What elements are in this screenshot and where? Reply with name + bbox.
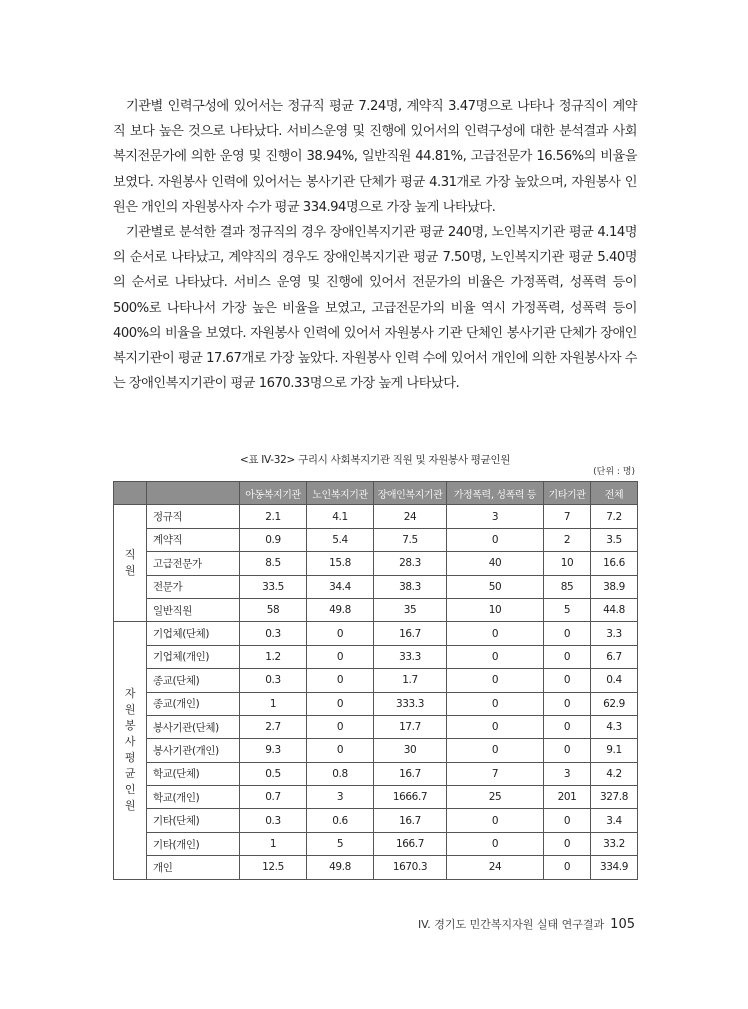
table-row xyxy=(114,715,638,738)
footer-chapter: IV. 경기도 민간복지자원 실태 연구결과 xyxy=(417,918,605,931)
table-cell: 0 xyxy=(544,832,591,855)
column-header: 가정폭력, 성폭력 등 xyxy=(447,482,544,505)
table-cell: 16.7 xyxy=(374,762,447,785)
table-cell: 0 xyxy=(544,645,591,668)
table-cell: 17.7 xyxy=(374,715,447,738)
table-row xyxy=(114,739,638,762)
table-cell: 24 xyxy=(447,856,544,879)
table-cell: 3.3 xyxy=(591,622,638,645)
table-row xyxy=(114,832,638,855)
row-label: 학교(개인) xyxy=(147,786,240,809)
group-label-char: 직 xyxy=(124,548,136,562)
table-row xyxy=(114,762,638,785)
table-row xyxy=(114,575,638,598)
table-cell: 49.8 xyxy=(307,598,374,621)
row-label: 종교(단체) xyxy=(147,669,240,692)
table-cell: 0 xyxy=(447,528,544,551)
table-cell: 15.8 xyxy=(307,552,374,575)
table-row xyxy=(114,856,638,879)
table-cell: 0 xyxy=(544,715,591,738)
row-label: 개인 xyxy=(147,856,240,879)
table-cell: 2.7 xyxy=(240,715,307,738)
group-label xyxy=(114,505,147,622)
table-cell: 0 xyxy=(544,739,591,762)
table-cell: 1.7 xyxy=(374,669,447,692)
body-text xyxy=(113,94,637,396)
table-cell: 333.3 xyxy=(374,692,447,715)
group-label-char: 자 xyxy=(124,687,136,701)
table-cell: 5 xyxy=(307,832,374,855)
row-label: 학교(단체) xyxy=(147,762,240,785)
table-cell: 24 xyxy=(374,505,447,528)
table-cell: 3 xyxy=(544,762,591,785)
table-cell: 0 xyxy=(307,669,374,692)
table-cell: 8.5 xyxy=(240,552,307,575)
table-cell: 0.5 xyxy=(240,762,307,785)
table-cell: 0 xyxy=(307,622,374,645)
table-cell: 85 xyxy=(544,575,591,598)
group-label-char: 원 xyxy=(124,799,136,813)
table-cell: 0.9 xyxy=(240,528,307,551)
paragraph: 기관별 인력구성에 있어서는 정규직 평균 7.24명, 계약직 3.47명으로 나타나 정규직이 계약직 보다 높은 것으로 나타났다. 서비스운영 및 진행에 있어서의 인력구성에 대한 분석결과 사회복지전문가에 의한 운영 및 진행이 38.94%, 일반직원 44.81%, 고급전문가 16.56%의 비율을 보였다. 자원봉사 인력에 있어서는 봉사기관 단체가 평균 4.31개로 가장 높았으며, 자원봉사 인원은 개인의 자원봉사자 수가 평균 334.94명으로 가장 높게 나타났다. xyxy=(113,99,637,215)
table-cell: 12.5 xyxy=(240,856,307,879)
table-cell: 0 xyxy=(447,809,544,832)
table-cell: 1670.3 xyxy=(374,856,447,879)
table-row xyxy=(114,669,638,692)
table-cell: 0 xyxy=(544,856,591,879)
data-table xyxy=(113,481,638,880)
group-label-char: 평 xyxy=(124,751,136,765)
table-cell: 3 xyxy=(447,505,544,528)
table-cell: 40 xyxy=(447,552,544,575)
table-row xyxy=(114,552,638,575)
group-label-char: 균 xyxy=(124,767,136,781)
table-cell: 44.8 xyxy=(591,598,638,621)
table-cell: 4.2 xyxy=(591,762,638,785)
table-cell: 7 xyxy=(544,505,591,528)
table-cell: 0 xyxy=(544,669,591,692)
table-cell: 9.3 xyxy=(240,739,307,762)
table-cell: 0.6 xyxy=(307,809,374,832)
row-label: 기업체(개인) xyxy=(147,645,240,668)
table-body xyxy=(114,505,638,879)
table-cell: 334.9 xyxy=(591,856,638,879)
table-cell: 0 xyxy=(307,692,374,715)
row-label: 기타(단체) xyxy=(147,809,240,832)
column-header: 장애인복지기관 xyxy=(374,482,447,505)
table-unit: (단위 : 명) xyxy=(593,467,635,477)
table-cell: 0 xyxy=(447,622,544,645)
column-header: 전체 xyxy=(591,482,638,505)
row-label: 정규직 xyxy=(147,505,240,528)
table-cell: 0 xyxy=(447,669,544,692)
paragraph: 기관별로 분석한 결과 정규직의 경우 장애인복지기관 평균 240명, 노인복지기관 평균 4.14명의 순서로 나타났고, 계약직의 경우도 장애인복지기관 평균 7.50명, 노인복지기관 평균 5.40명의 순서로 나타났다. 서비스 운영 및 진행에 있어서 전문가의 비율은 가정폭력, 성폭력 등이 500%로 나타나서 가장 높은 비율을 보였고, 고급전문가의 비율 역시 가정폭력, 성폭력 등이 400%의 비율을 보였다. 자원봉사 인력에 있어서 자원봉사 기관 단체인 봉사기관 단체가 장애인복지기관이 평균 17.67개로 가장 높았다. 자원봉사 인력 수에 있어서 개인에 의한 자원봉사자 수는 장애인복지기관이 평균 1670.33명으로 가장 높게 나타났다. xyxy=(113,225,637,392)
table-cell: 33.3 xyxy=(374,645,447,668)
group-label-char: 사 xyxy=(124,735,136,749)
table-cell: 33.5 xyxy=(240,575,307,598)
column-header: 노인복지기관 xyxy=(307,482,374,505)
table-cell: 35 xyxy=(374,598,447,621)
table-cell: 7.5 xyxy=(374,528,447,551)
table-caption: <표 IV-32> 구리시 사회복지기관 직원 및 자원봉사 평균인원 xyxy=(239,454,511,466)
table-cell: 0.3 xyxy=(240,809,307,832)
table-row xyxy=(114,645,638,668)
column-header: 기타기관 xyxy=(544,482,591,505)
table-header xyxy=(114,482,638,505)
table-row xyxy=(114,505,638,528)
row-label: 기타(개인) xyxy=(147,832,240,855)
group-label-char: 인 xyxy=(124,783,136,797)
group-label-char: 봉 xyxy=(124,719,136,733)
table-cell: 38.9 xyxy=(591,575,638,598)
table-cell: 0 xyxy=(544,692,591,715)
table-cell: 0 xyxy=(447,692,544,715)
header-blank xyxy=(147,482,240,505)
table-cell: 1 xyxy=(240,692,307,715)
table-cell: 0 xyxy=(447,739,544,762)
table-row xyxy=(114,598,638,621)
table-row xyxy=(114,809,638,832)
table-cell: 5.4 xyxy=(307,528,374,551)
table-cell: 5 xyxy=(544,598,591,621)
table-cell: 16.7 xyxy=(374,622,447,645)
header-blank xyxy=(114,482,147,505)
row-label: 종교(개인) xyxy=(147,692,240,715)
table-cell: 2.1 xyxy=(240,505,307,528)
table-cell: 30 xyxy=(374,739,447,762)
table-cell: 49.8 xyxy=(307,856,374,879)
table-cell: 0.4 xyxy=(591,669,638,692)
row-label: 봉사기관(단체) xyxy=(147,715,240,738)
table-cell: 6.7 xyxy=(591,645,638,668)
table-cell: 62.9 xyxy=(591,692,638,715)
table-cell: 1 xyxy=(240,832,307,855)
table-cell: 25 xyxy=(447,786,544,809)
table-cell: 50 xyxy=(447,575,544,598)
row-label: 전문가 xyxy=(147,575,240,598)
table-cell: 38.3 xyxy=(374,575,447,598)
table-cell: 166.7 xyxy=(374,832,447,855)
table-cell: 0 xyxy=(307,645,374,668)
table-cell: 1666.7 xyxy=(374,786,447,809)
row-label: 일반직원 xyxy=(147,598,240,621)
table-cell: 0 xyxy=(544,622,591,645)
table-cell: 201 xyxy=(544,786,591,809)
table-cell: 4.1 xyxy=(307,505,374,528)
table-cell: 0.3 xyxy=(240,622,307,645)
table-cell: 34.4 xyxy=(307,575,374,598)
table-cell: 0 xyxy=(447,832,544,855)
table-cell: 0 xyxy=(544,809,591,832)
table-cell: 7.2 xyxy=(591,505,638,528)
column-header: 아동복지기관 xyxy=(240,482,307,505)
table-cell: 10 xyxy=(447,598,544,621)
table-row xyxy=(114,528,638,551)
table-row xyxy=(114,786,638,809)
table-cell: 16.6 xyxy=(591,552,638,575)
table-cell: 16.7 xyxy=(374,809,447,832)
table-cell: 7 xyxy=(447,762,544,785)
table-cell: 0 xyxy=(447,715,544,738)
table-cell: 0 xyxy=(307,739,374,762)
table-cell: 1.2 xyxy=(240,645,307,668)
table-cell: 28.3 xyxy=(374,552,447,575)
page-number: 105 xyxy=(610,917,635,932)
group-label xyxy=(114,622,147,879)
table-row xyxy=(114,622,638,645)
row-label: 고급전문가 xyxy=(147,552,240,575)
table-cell: 2 xyxy=(544,528,591,551)
table-cell: 0.3 xyxy=(240,669,307,692)
table-cell: 33.2 xyxy=(591,832,638,855)
table-cell: 3 xyxy=(307,786,374,809)
table-cell: 0 xyxy=(447,645,544,668)
table-cell: 10 xyxy=(544,552,591,575)
page-footer xyxy=(418,916,635,932)
table-cell: 58 xyxy=(240,598,307,621)
row-label: 기업체(단체) xyxy=(147,622,240,645)
group-label-char: 원 xyxy=(124,564,136,578)
table-cell: 9.1 xyxy=(591,739,638,762)
row-label: 봉사기관(개인) xyxy=(147,739,240,762)
table-cell: 0.7 xyxy=(240,786,307,809)
table-cell: 4.3 xyxy=(591,715,638,738)
table-cell: 327.8 xyxy=(591,786,638,809)
row-label: 계약직 xyxy=(147,528,240,551)
table-cell: 0 xyxy=(307,715,374,738)
table-cell: 0.8 xyxy=(307,762,374,785)
table-cell: 3.4 xyxy=(591,809,638,832)
group-label-char: 원 xyxy=(124,703,136,717)
table-row xyxy=(114,692,638,715)
table-cell: 3.5 xyxy=(591,528,638,551)
